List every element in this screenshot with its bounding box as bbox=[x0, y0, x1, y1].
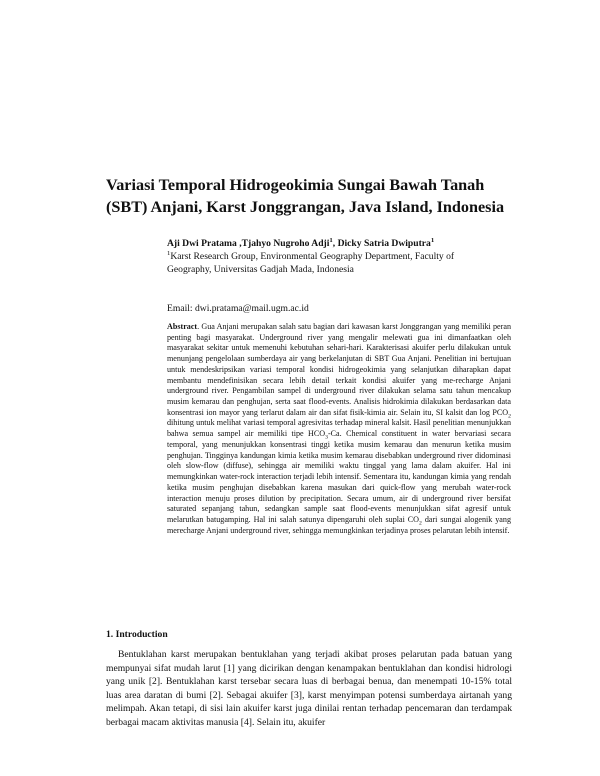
abstract-subscript-3: 2 bbox=[419, 520, 422, 527]
author-2-affiliation-mark: 1 bbox=[329, 236, 333, 244]
introduction-paragraph: Bentuklahan karst merupakan bentuklahan yang terjadi akibat proses pelarutan pada batuan yang mempunyai sifat mudah larut [1] yang dicirikan dengan kenampakan bentuklahan dan kondisi hidrologi yang unik [2]. Bentuklahan karst tersebar secara luas di berbagai benua, dan menempati 10-15% total luas area daratan di bumi [2]. Sebagai akuifer [3], karst menyimpan potensi sumberdaya airtanah yang melimpah. Akan tetapi, di sisi lain akuifer karst juga dinilai rentan terhadap pencemaran dan terdampak berbagai macam aktivitas manusia [4]. Selain itu, akuifer bbox=[106, 649, 512, 728]
abstract-text-1: . Gua Anjani merupakan salah satu bagian dari kawasan karst Jonggrangan yang memiliki peran penting bagi masyarakat. Underground river yang mengalir melewati gua ini dimanfaatkan oleh masyarakat sekitar untuk memenuhi kebutuhan sehari-hari. Karakterisasi akuifer perlu dilakukan untuk menunjang pengelolaan sumberdaya air yang berkelanjutan di SBT Gua Anjani. Penelitian ini bertujuan untuk mendeskripsikan variasi temporal kondisi hidrogeokimia yang selanjutkan diharapkan dapat membantu mendefinisikan secara lebih detail terkait kondisi akuifer yang me-recharge Anjani underground river. Pengambilan sampel di underground river dilakukan selama satu tahun mencakup musim kemarau dan penghujan, serta saat flood-events. Analisis hidrokimia dilakukan berdasarkan data konsentrasi ion mayor yang terlarut dalam air dan sifat fisik-kimia air. Selain itu, SI kalsit dan log PCO bbox=[167, 322, 511, 417]
author-3-affiliation-mark: 1 bbox=[430, 236, 435, 244]
affiliation-text: Karst Research Group, Environmental Geography Department, Faculty of Geography, Universitas Gadjah Mada, Indonesia bbox=[167, 251, 455, 275]
affiliation-mark: 1 bbox=[167, 249, 171, 257]
section-heading-introduction: 1. Introduction bbox=[106, 629, 168, 640]
paper-title: Variasi Temporal Hidrogeokimia Sungai Bawah Tanah (SBT) Anjani, Karst Jonggrangan, Java Island, Indonesia bbox=[106, 176, 505, 216]
abstract bbox=[167, 322, 511, 536]
abstract-label: Abstract bbox=[167, 322, 198, 331]
abstract-text-3: -Ca. Chemical constituent in water bervariasi secara temporal, yang menunjukkan konsentrasi tinggi ketika musim kemarau dan menurun ketika musim penghujan. Tingginya kandungan kimia ketika musim kemarau disebabkan underground river didominasi oleh slow-flow (diffuse), sehingga air memiliki waktu tinggal yang lama dalam akuifer. Hal ini memungkinkan water-rock interaction terjadi lebih intensif. Sementara itu, kandungan kimia yang rendah ketika musim penghujan disebabkan karena masukan dari quick-flow yang merubah water-rock interaction menuju proses dilution by precipitation. Secara umum, air di underground river bersifat saturated sepanjang tahun, sedangkan sample saat flood-events menunjukkan sifat agresif untuk melarutkan batugamping. Hal ini salah satunya dipengaruhi oleh suplai CO bbox=[167, 429, 511, 524]
author-2: Tjahyo Nugroho Adji bbox=[241, 238, 330, 249]
contact-email: Email: dwi.pratama@mail.ugm.ac.id bbox=[167, 303, 309, 314]
author-3: , Dicky Satria Dwiputra bbox=[332, 238, 431, 249]
abstract-text-2: dihitung untuk melihat variasi temporal agresivitas terhadap mineral kalsit. Hasil penelitian menunjukkan bahwa semua sampel air memiliki tipe HCO bbox=[167, 418, 511, 439]
author-list bbox=[167, 238, 507, 250]
author-1: Aji Dwi Pratama , bbox=[167, 238, 242, 249]
abstract-subscript-2: 3 bbox=[325, 434, 328, 441]
abstract-subscript-1: 2 bbox=[508, 413, 511, 420]
abstract-text-4: dari sungai alogenik yang merecharge Anjani underground river, sehingga memungkinkan terjadinya proses pelarutan lebih intensif. bbox=[167, 514, 511, 535]
affiliation bbox=[167, 250, 467, 276]
